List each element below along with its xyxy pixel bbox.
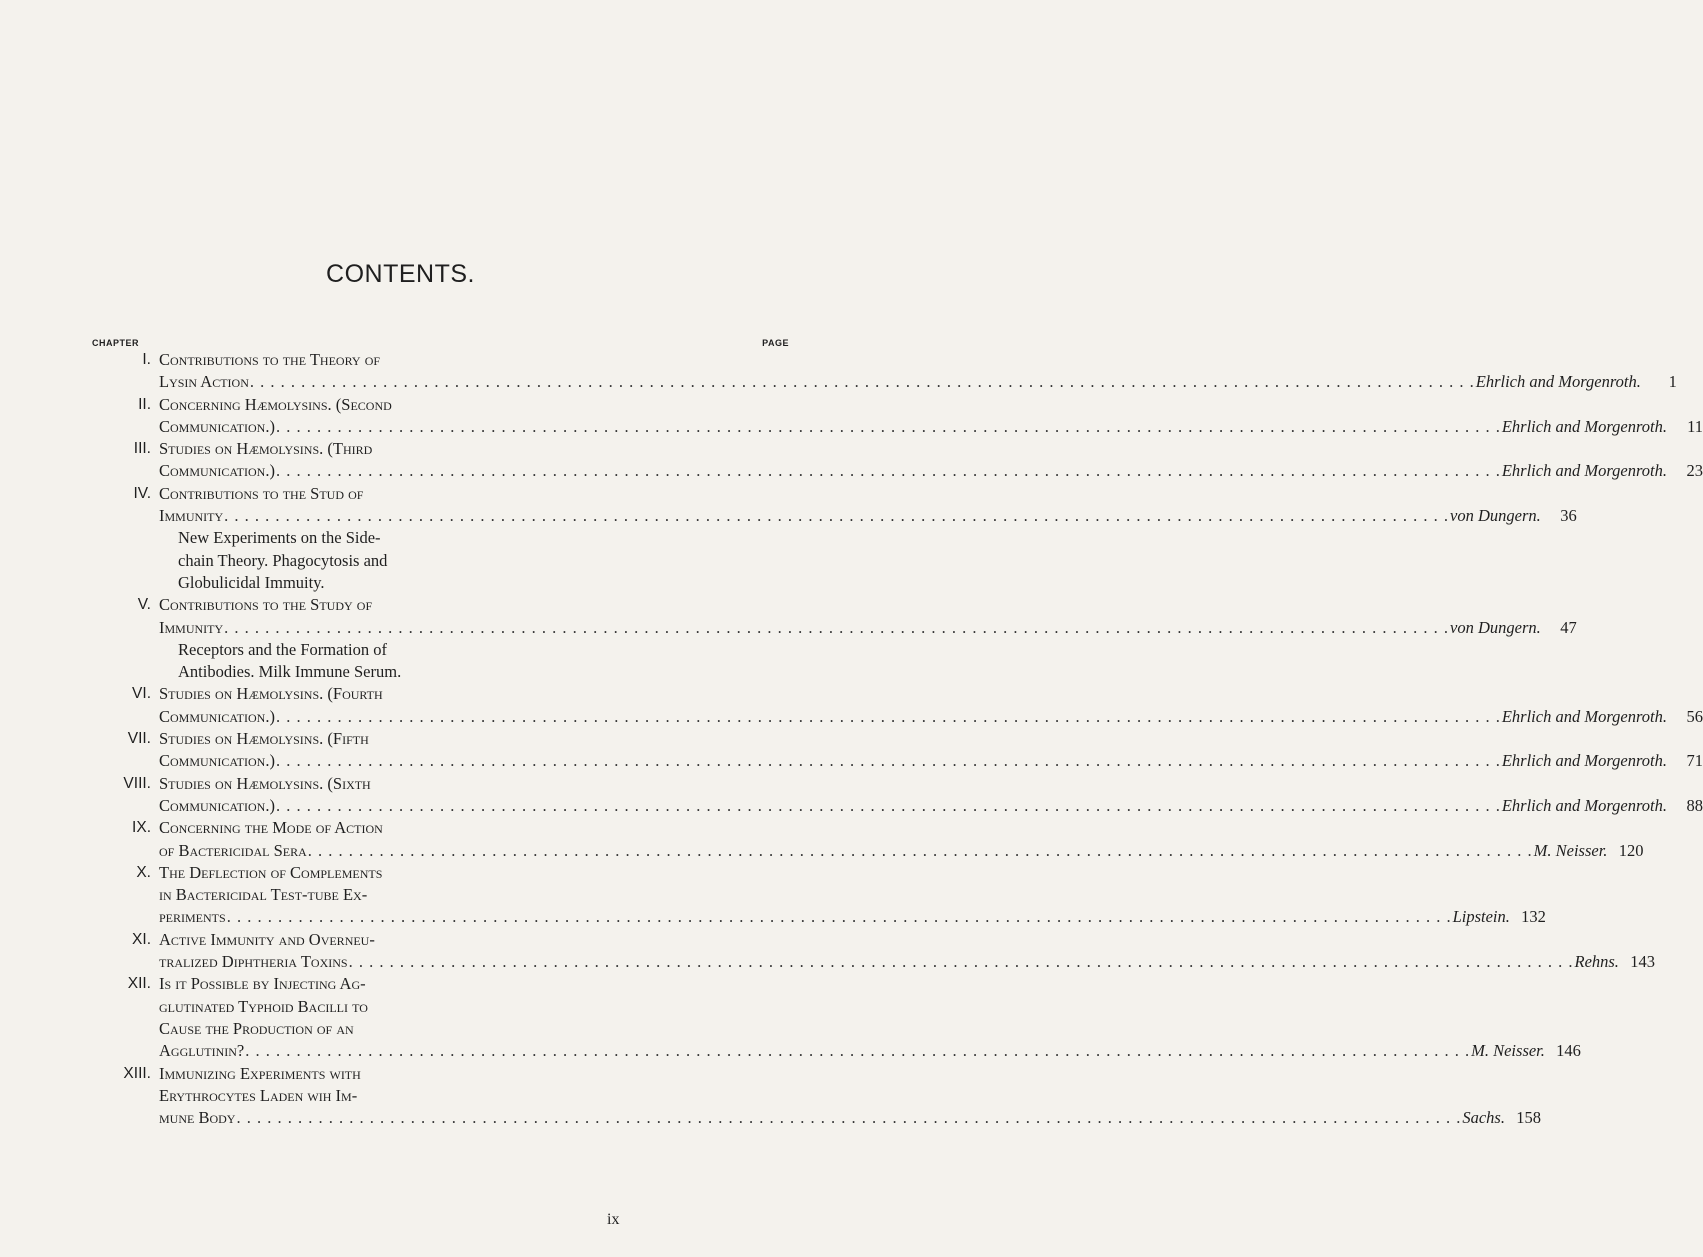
chapter-title-line: The Deflection of Complements <box>159 862 383 882</box>
chapter-author: Sachs. <box>1462 1108 1505 1128</box>
toc-entry <box>0 973 1581 1062</box>
chapter-title-line: Studies on Hæmolysins. (Sixth <box>159 773 371 793</box>
chapter-title-line: Immunity <box>159 617 224 637</box>
chapter-title-line: of Bactericidal Sera <box>159 840 307 860</box>
dot-leader: . . . . . . . . . . . . . . . . . . . . . . . . . . . . . . . . . . . . . . . . . . . . . . . . . . . . . . . . . . . . . . . . . . . . . . . . . . . . . . . . . . . . . . . . . . . . . . . . . . . . . . . . . . . . . . . . . . . . . . . . <box>307 840 1533 860</box>
chapter-title-line: Erythrocytes Laden wih Im- <box>159 1085 358 1105</box>
dot-leader: . . . . . . . . . . . . . . . . . . . . . . . . . . . . . . . . . . . . . . . . . . . . . . . . . . . . . . . . . . . . . . . . . . . . . . . . . . . . . . . . . . . . . . . . . . . . . . . . . . . . . . . . . . . . . . . . . . . . . . . . <box>275 751 1501 771</box>
chapter-page-number: 47 <box>1560 617 1577 637</box>
chapter-title-line: Studies on Hæmolysins. (Fifth <box>159 729 369 749</box>
chapter-number: X. <box>136 863 151 881</box>
chapter-subtitle-line: chain Theory. Phagocytosis and <box>178 550 388 570</box>
chapter-page-number: 146 <box>1556 1041 1581 1061</box>
chapter-author: M. Neisser. <box>1533 840 1608 860</box>
toc-entry <box>0 862 1546 929</box>
chapter-subtitle-line: Antibodies. Milk Immune Serum. <box>178 662 402 682</box>
chapter-title-line: Agglutinin? <box>159 1041 245 1061</box>
chapter-number: IX. <box>132 819 151 837</box>
chapter-title-line: Immunizing Experiments with <box>159 1063 361 1083</box>
chapter-title-line: Is it Possible by Injecting Ag- <box>159 974 366 994</box>
chapter-number: VI. <box>132 685 151 703</box>
chapter-title-line: Contributions to the Study of <box>159 595 373 615</box>
chapter-page-number: 56 <box>1686 706 1703 726</box>
chapter-subtitle-line: Receptors and the Formation of <box>178 639 387 659</box>
chapter-title-line: tralized Diphtheria Toxins <box>159 952 348 972</box>
page-title: CONTENTS. <box>326 260 475 288</box>
dot-leader: . . . . . . . . . . . . . . . . . . . . . . . . . . . . . . . . . . . . . . . . . . . . . . . . . . . . . . . . . . . . . . . . . . . . . . . . . . . . . . . . . . . . . . . . . . . . . . . . . . . . . . . . . . . . . . . . . . . . . . . . <box>275 461 1501 481</box>
chapter-title-line: Contributions to the Stud of <box>159 483 364 503</box>
chapter-title-line: Studies on Hæmolysins. (Fourth <box>159 684 383 704</box>
chapter-page-number: 1 <box>1668 372 1677 392</box>
chapter-number: V. <box>137 596 151 614</box>
chapter-title-line: Concerning Hæmolysins. (Second <box>159 394 392 414</box>
dot-leader: . . . . . . . . . . . . . . . . . . . . . . . . . . . . . . . . . . . . . . . . . . . . . . . . . . . . . . . . . . . . . . . . . . . . . . . . . . . . . . . . . . . . . . . . . . . . . . . . . . . . . . . . . . . . . . . . . . . . . . . . <box>275 795 1501 815</box>
chapter-author: von Dungern. <box>1450 506 1541 526</box>
chapter-number: II. <box>138 395 151 413</box>
dot-leader: . . . . . . . . . . . . . . . . . . . . . . . . . . . . . . . . . . . . . . . . . . . . . . . . . . . . . . . . . . . . . . . . . . . . . . . . . . . . . . . . . . . . . . . . . . . . . . . . . . . . . . . . . . . . . . . . . . . . . . . . <box>275 706 1501 726</box>
chapter-title-line: Active Immunity and Overneu- <box>159 929 375 949</box>
chapter-page-number: 36 <box>1560 506 1577 526</box>
chapter-author: Rehns. <box>1574 952 1619 972</box>
toc-entry <box>0 438 1703 483</box>
dot-leader: . . . . . . . . . . . . . . . . . . . . . . . . . . . . . . . . . . . . . . . . . . . . . . . . . . . . . . . . . . . . . . . . . . . . . . . . . . . . . . . . . . . . . . . . . . . . . . . . . . . . . . . . . . . . . . . . . . . . . . . . <box>245 1041 1471 1061</box>
chapter-number: XIII. <box>123 1064 151 1082</box>
toc-entry <box>0 817 1644 862</box>
chapter-title-line: Communication.) <box>159 461 275 481</box>
chapter-title-line: Communication.) <box>159 416 275 436</box>
chapter-page-number: 88 <box>1686 795 1703 815</box>
chapter-title-line: Communication.) <box>159 751 275 771</box>
chapter-author: Ehrlich and Morgenroth. <box>1501 416 1667 436</box>
dot-leader: . . . . . . . . . . . . . . . . . . . . . . . . . . . . . . . . . . . . . . . . . . . . . . . . . . . . . . . . . . . . . . . . . . . . . . . . . . . . . . . . . . . . . . . . . . . . . . . . . . . . . . . . . . . . . . . . . . . . . . . . <box>348 952 1574 972</box>
dot-leader: . . . . . . . . . . . . . . . . . . . . . . . . . . . . . . . . . . . . . . . . . . . . . . . . . . . . . . . . . . . . . . . . . . . . . . . . . . . . . . . . . . . . . . . . . . . . . . . . . . . . . . . . . . . . . . . . . . . . . . . . <box>226 907 1452 927</box>
chapter-column-header: CHAPTER <box>92 338 140 348</box>
chapter-number: VIII. <box>123 774 151 792</box>
chapter-number: XII. <box>127 975 151 993</box>
toc-entry <box>0 683 1703 728</box>
chapter-subtitle-line: New Experiments on the Side- <box>178 528 381 548</box>
chapter-title-line: periments <box>159 907 226 927</box>
toc-entry <box>0 728 1703 773</box>
page-number: ix <box>607 1211 620 1228</box>
chapter-title-line: Immunity <box>159 506 224 526</box>
chapter-page-number: 23 <box>1686 461 1703 481</box>
page-column-header: PAGE <box>762 338 789 348</box>
chapter-title-line: Studies on Hæmolysins. (Third <box>159 439 373 459</box>
chapter-page-number: 11 <box>1687 416 1703 436</box>
chapter-author: Lipstein. <box>1452 907 1510 927</box>
chapter-number: XI. <box>132 930 151 948</box>
chapter-author: Ehrlich and Morgenroth. <box>1501 461 1667 481</box>
chapter-page-number: 132 <box>1521 907 1546 927</box>
chapter-title-line: Lysin Action <box>159 372 249 392</box>
chapter-subtitle-line: Globulicidal Immuity. <box>178 572 325 592</box>
chapter-author: M. Neisser. <box>1471 1041 1545 1061</box>
chapter-number: I. <box>142 351 151 368</box>
chapter-author: von Dungern. <box>1450 617 1541 637</box>
chapter-page-number: 120 <box>1618 840 1644 860</box>
toc-entry <box>0 929 1655 974</box>
dot-leader: . . . . . . . . . . . . . . . . . . . . . . . . . . . . . . . . . . . . . . . . . . . . . . . . . . . . . . . . . . . . . . . . . . . . . . . . . . . . . . . . . . . . . . . . . . . . . . . . . . . . . . . . . . . . . . . . . . . . . . . . <box>236 1108 1462 1128</box>
chapter-title-line: Communication.) <box>159 706 275 726</box>
dot-leader: . . . . . . . . . . . . . . . . . . . . . . . . . . . . . . . . . . . . . . . . . . . . . . . . . . . . . . . . . . . . . . . . . . . . . . . . . . . . . . . . . . . . . . . . . . . . . . . . . . . . . . . . . . . . . . . . . . . . . . . . <box>275 416 1501 436</box>
toc-entry <box>0 773 1703 818</box>
chapter-title-line: Cause the Production of an <box>159 1018 354 1038</box>
chapter-author: Ehrlich and Morgenroth. <box>1501 751 1667 771</box>
chapter-title-line: in Bactericidal Test-tube Ex- <box>159 885 368 905</box>
chapter-title-line: Contributions to the Theory of <box>159 350 381 369</box>
toc-entry <box>0 394 1703 439</box>
toc-entry <box>0 349 1677 394</box>
toc-entry <box>0 483 1577 594</box>
chapter-page-number: 71 <box>1686 751 1703 771</box>
chapter-title-line: Concerning the Mode of Action <box>159 818 383 838</box>
dot-leader: . . . . . . . . . . . . . . . . . . . . . . . . . . . . . . . . . . . . . . . . . . . . . . . . . . . . . . . . . . . . . . . . . . . . . . . . . . . . . . . . . . . . . . . . . . . . . . . . . . . . . . . . . . . . . . . . . . . . . . . . <box>224 506 1450 526</box>
chapter-author: Ehrlich and Morgenroth. <box>1501 795 1667 815</box>
chapter-number: III. <box>133 440 151 458</box>
dot-leader: . . . . . . . . . . . . . . . . . . . . . . . . . . . . . . . . . . . . . . . . . . . . . . . . . . . . . . . . . . . . . . . . . . . . . . . . . . . . . . . . . . . . . . . . . . . . . . . . . . . . . . . . . . . . . . . . . . . . . . . . <box>249 372 1475 392</box>
toc-entry <box>0 1063 1541 1130</box>
chapter-title-line: glutinated Typhoid Bacilli to <box>159 996 368 1016</box>
dot-leader: . . . . . . . . . . . . . . . . . . . . . . . . . . . . . . . . . . . . . . . . . . . . . . . . . . . . . . . . . . . . . . . . . . . . . . . . . . . . . . . . . . . . . . . . . . . . . . . . . . . . . . . . . . . . . . . . . . . . . . . . <box>224 617 1450 637</box>
chapter-title-line: Communication.) <box>159 795 275 815</box>
table-of-contents <box>0 349 1703 1129</box>
toc-entry <box>0 594 1577 683</box>
chapter-page-number: 143 <box>1630 952 1655 972</box>
chapter-author: Ehrlich and Morgenroth. <box>1475 372 1641 392</box>
chapter-title-line: mune Body <box>159 1108 236 1128</box>
chapter-page-number: 158 <box>1516 1108 1541 1128</box>
chapter-number: VII. <box>127 730 151 748</box>
chapter-author: Ehrlich and Morgenroth. <box>1501 706 1667 726</box>
chapter-number: IV. <box>133 484 151 502</box>
